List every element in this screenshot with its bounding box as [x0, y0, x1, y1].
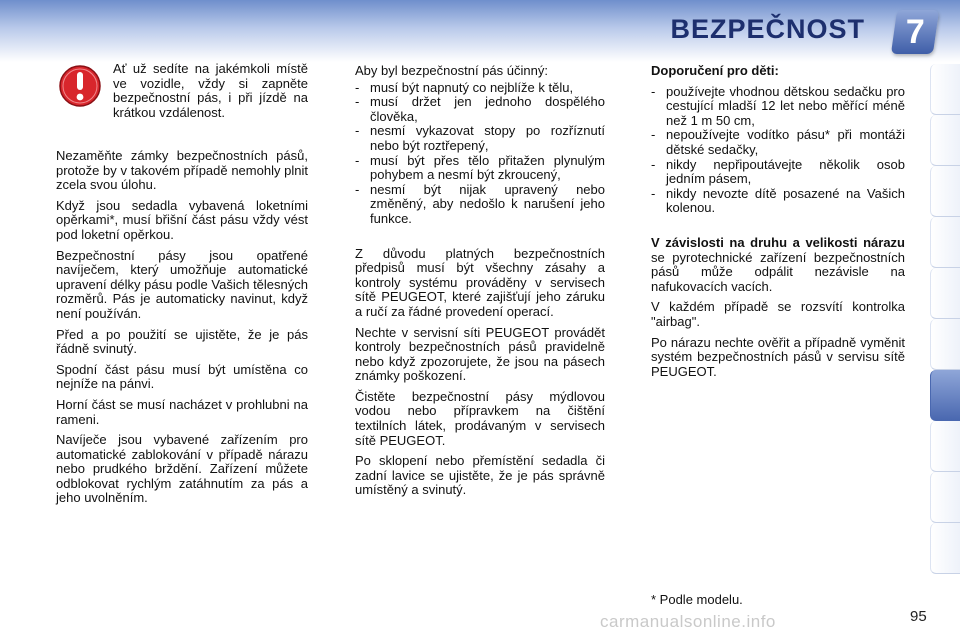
list-item: - nesmí být nijak upravený nebo změněný, aby nedošlo k narušení jeho funkce.	[355, 183, 605, 227]
chapter-tab-1[interactable]	[930, 64, 960, 115]
list-intro: Aby byl bezpečnostní pás účinný:	[355, 63, 548, 78]
chapter-tab-3[interactable]	[930, 166, 960, 217]
paragraph: Když jsou sedadla vybavená loketními opěrkami*, musí břišní část pásu vždy vést pod loketní opěrkou.	[56, 197, 308, 242]
belt-requirements-list	[355, 81, 605, 227]
column-1	[56, 149, 308, 512]
list-item: - nepoužívejte vodítko pásu* při montáži dětské sedačky,	[651, 128, 905, 157]
list-item: - nikdy nevozte dítě posazené na Vašich kolenou.	[651, 187, 905, 216]
list-item: - musí být přes tělo přitažen plynulým pohybem a nesmí být zkroucený,	[355, 154, 605, 183]
paragraph: Spodní část pásu musí být umístěna co nejníže na pánvi.	[56, 361, 308, 392]
children-heading: Doporučení pro děti:	[651, 63, 779, 78]
paragraph: Před a po použití se ujistěte, že je pás řádně svinutý.	[56, 326, 308, 357]
watermark: carmanualsonline.info	[600, 612, 776, 631]
column-3	[651, 64, 905, 385]
paragraph: Nechte v servisní síti PEUGEOT provádět kontroly bezpečnostních pásů pravidelně nebo když zpozorujete, že jsou na pásech známky poškození.	[355, 324, 605, 384]
impact-text: se pyrotechnické zařízení bezpečnostních pásů může odpálit nezávisle na nafukovacích vacích.	[651, 249, 905, 294]
chapter-badge	[891, 10, 939, 54]
paragraph: Horní část se musí nacházet v prohlubni na rameni.	[56, 396, 308, 427]
paragraph: Z důvodu platných bezpečnostních předpisů musí být všechny zásahy a kontroly systému prováděny v servisech sítě PEUGEOT, které zajišťují jeho záruku a ručí za řádné provedení operací.	[355, 245, 605, 319]
chapter-tab-5[interactable]	[930, 268, 960, 319]
list-item: - nikdy nepřipoutávejte několik osob jedním pásem,	[651, 158, 905, 187]
footnote: * Podle modelu.	[651, 592, 743, 607]
warning-icon	[58, 64, 102, 108]
chapter-tab-6[interactable]	[930, 319, 960, 370]
list-item: - musí být napnutý co nejblíže k tělu,	[355, 81, 605, 96]
paragraph: Navíječe jsou vybavené zařízením pro automatické zablokování v případě nárazu nebo prudkého brždění. Zařízení můžete odblokovat rychlým zatáhnutím za pás a jeho uvolněním.	[56, 432, 308, 506]
list-item: - používejte vhodnou dětskou sedačku pro cestující mladší 12 let nebo měřící méně než 1 m 50 cm,	[651, 85, 905, 129]
page-title: BEZPEČNOST	[670, 14, 865, 44]
impact-paragraph	[651, 236, 905, 294]
impact-bold-text: V závislosti na druhu a velikosti nárazu	[651, 234, 905, 250]
list-item: - musí držet jen jednoho dospělého člověka,	[355, 95, 605, 124]
paragraph: Bezpečnostní pásy jsou opatřené navíječem, který umožňuje automatické upravení délky pásu podle Vašich tělesných rozměrů. Pás je automaticky navinut, když není používán.	[56, 247, 308, 321]
paragraph: Čistěte bezpečnostní pásy mýdlovou vodou nebo přípravkem na čištění textilních látek, prodávaným v servisech sítě PEUGEOT.	[355, 388, 605, 448]
page-number: 95	[910, 608, 927, 625]
column-2	[355, 64, 605, 504]
chapter-number: 7	[905, 12, 925, 51]
chapter-tab-7[interactable]	[930, 370, 960, 421]
chapter-tabs	[930, 64, 960, 574]
chapter-tab-8[interactable]	[930, 421, 960, 472]
chapter-tab-4[interactable]	[930, 217, 960, 268]
warning-text: Ať už sedíte na jakémkoli místě ve vozidle, vždy si zapněte bezpečnostní pás, i při jízdě na krátkou vzdálenost.	[113, 61, 308, 120]
chapter-tab-9[interactable]	[930, 472, 960, 523]
paragraph: Po sklopení nebo přemístění sedadla či zadní lavice se ujistěte, že je pás správně umístěný a svinutý.	[355, 453, 605, 498]
children-advice-list	[651, 85, 905, 216]
list-item: - nesmí vykazovat stopy po rozříznutí nebo být roztřepený,	[355, 124, 605, 153]
paragraph: Po nárazu nechte ověřit a případně vyměnit systém bezpečnostních pásů v servisu sítě PEUGEOT.	[651, 334, 905, 379]
paragraph: Nezaměňte zámky bezpečnostních pásů, protože by v takovém případě nemohly plnit zcela svou úlohu.	[56, 148, 308, 193]
paragraph: V každém případě se rozsvítí kontrolka "airbag".	[651, 299, 905, 329]
chapter-tab-2[interactable]	[930, 115, 960, 166]
chapter-tab-10[interactable]	[930, 523, 960, 574]
